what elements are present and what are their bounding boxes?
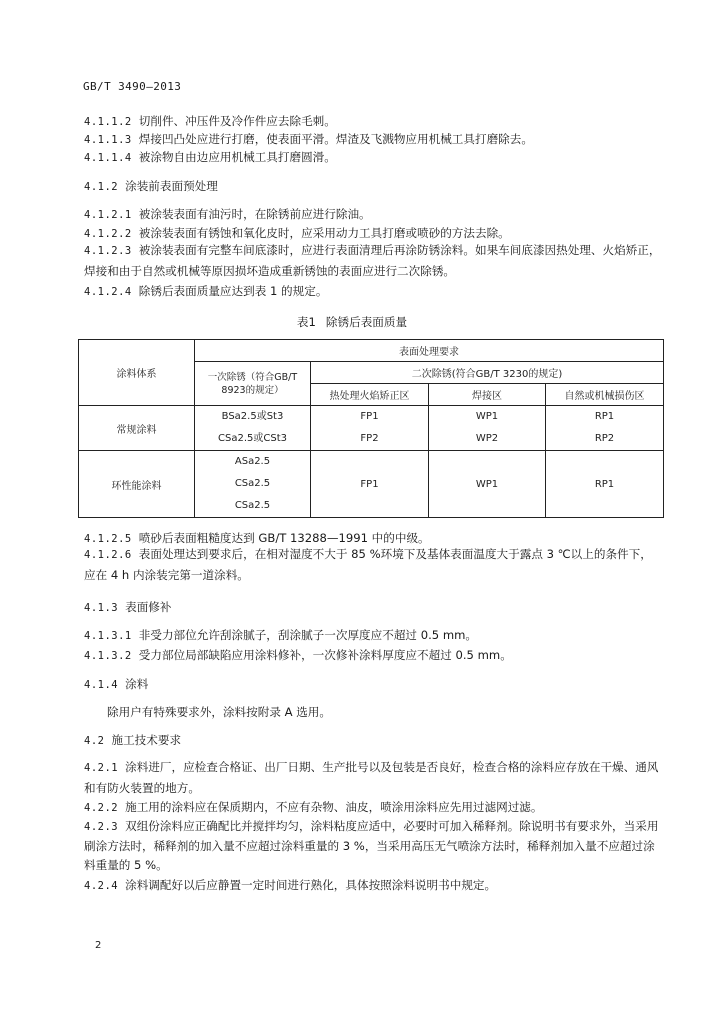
cell-system: 环性能涂料 [79, 451, 195, 518]
header-coating-system: 涂料体系 [79, 340, 195, 406]
clause-4-1-2-1: 4.1.2.1 被涂装表面有油污时，在除锈前应进行除油。 [84, 207, 371, 221]
cell-weld: WP1 WP2 [429, 406, 546, 451]
clause-4-1-2-2: 4.1.2.2 被涂装表面有锈蚀和氧化皮时，应采用动力工具打磨或喷砂的方法去除。 [84, 226, 510, 240]
clause-4-2-1: 4.2.1 涂料进厂，应检查合格证、出厂日期、生产批号以及包装是否良好，检查合格的涂料应存放在干燥、通风和有防火装置的地方。 [84, 760, 659, 795]
header-secondary-derusting: 二次除锈(符合GB/T 3230的规定) [311, 362, 664, 384]
table-row [79, 406, 664, 451]
header-heat-treatment-zone: 热处理火焰矫正区 [311, 384, 429, 406]
cell-system: 常规涂料 [79, 406, 195, 451]
section-heading-4-1-2: 4.1.2 涂装前表面预处理 [84, 179, 218, 193]
section-heading-4-1-4: 4.1.4 涂料 [84, 677, 149, 691]
clause-4-1-3-1: 4.1.3.1 非受力部位允许刮涂腻子，刮涂腻子一次厚度应不超过 0.5 mm。 [84, 628, 478, 642]
standard-code: GB/T 3490—2013 [83, 80, 182, 93]
clause-4-1-2-4: 4.1.2.4 除锈后表面质量应达到表 1 的规定。 [84, 284, 328, 298]
clause-4-1-2-3: 4.1.2.3 被涂装表面有完整车间底漆时，应进行表面清理后再涂防锈涂料。如果车间底漆因热处理、火焰矫正，焊接和由于自然或机械等原因损坏造成重新锈蚀的表面应进行二次除锈。 [84, 243, 661, 278]
clause-4-1-3-2: 4.1.3.2 受力部位局部缺陷应用涂料修补，一次修补涂料厚度应不超过 0.5 mm。 [84, 648, 512, 662]
surface-quality-table [78, 339, 664, 518]
header-primary-derusting: 一次除锈（符合GB/T 8923的规定） [195, 362, 311, 406]
clause-4-1-4-text: 除用户有特殊要求外，涂料按附录 A 选用。 [107, 705, 331, 719]
section-heading-4-2: 4.2 施工技术要求 [84, 733, 182, 747]
header-natural-damage-zone: 自然或机械损伤区 [546, 384, 664, 406]
clause-4-1-2-6: 4.1.2.6 表面处理达到要求后，在相对湿度不大于 85 %环境下及基体表面温度大于露点 3 ℃以上的条件下，应在 4 h 内涂装完第一道涂料。 [84, 547, 652, 582]
cell-weld: WP1 [429, 451, 546, 518]
page-number: 2 [95, 940, 102, 951]
clause-4-1-1-2: 4.1.1.2 切削件、冲压件及冷作件应去除毛刺。 [84, 114, 336, 128]
header-surface-requirement: 表面处理要求 [195, 340, 664, 362]
cell-natural: RP1 RP2 [546, 406, 664, 451]
cell-natural: RP1 [546, 451, 664, 518]
section-heading-4-1-3: 4.1.3 表面修补 [84, 600, 172, 614]
clause-4-2-4: 4.2.4 涂料调配好以后应静置一定时间进行熟化，具体按照涂料说明书中规定。 [84, 878, 497, 892]
cell-heat: FP1 FP2 [311, 406, 429, 451]
clause-4-1-1-3: 4.1.1.3 焊接凹凸处应进行打磨，使表面平滑。焊渣及飞溅物应用机械工具打磨除去。 [84, 132, 533, 146]
table-caption: 表1 除锈后表面质量 [296, 315, 408, 329]
cell-primary: ASa2.5 CSa2.5 CSa2.5 [195, 451, 311, 518]
clause-4-1-2-5: 4.1.2.5 喷砂后表面粗糙度达到 GB/T 13288—1991 中的中级。 [84, 531, 430, 545]
clause-4-2-3: 4.2.3 双组份涂料应正确配比并搅拌均匀，涂料粘度应适中，必要时可加入稀释剂。除说明书有要求外，当采用刷涂方法时，稀释剂的加入量不应超过涂料重量的 3 %，当采用高压无气喷涂方法时，稀释剂加入量不应超过涂料重量的 5 %。 [84, 819, 659, 872]
cell-heat: FP1 [311, 451, 429, 518]
table-row [79, 451, 664, 518]
header-weld-zone: 焊接区 [429, 384, 546, 406]
cell-primary: BSa2.5或St3 CSa2.5或CSt3 [195, 406, 311, 451]
clause-4-1-1-4: 4.1.1.4 被涂物自由边应用机械工具打磨圆滑。 [84, 150, 336, 164]
clause-4-2-2: 4.2.2 施工用的涂料应在保质期内，不应有杂物、油皮，喷涂用涂料应先用过滤网过滤。 [84, 800, 543, 814]
